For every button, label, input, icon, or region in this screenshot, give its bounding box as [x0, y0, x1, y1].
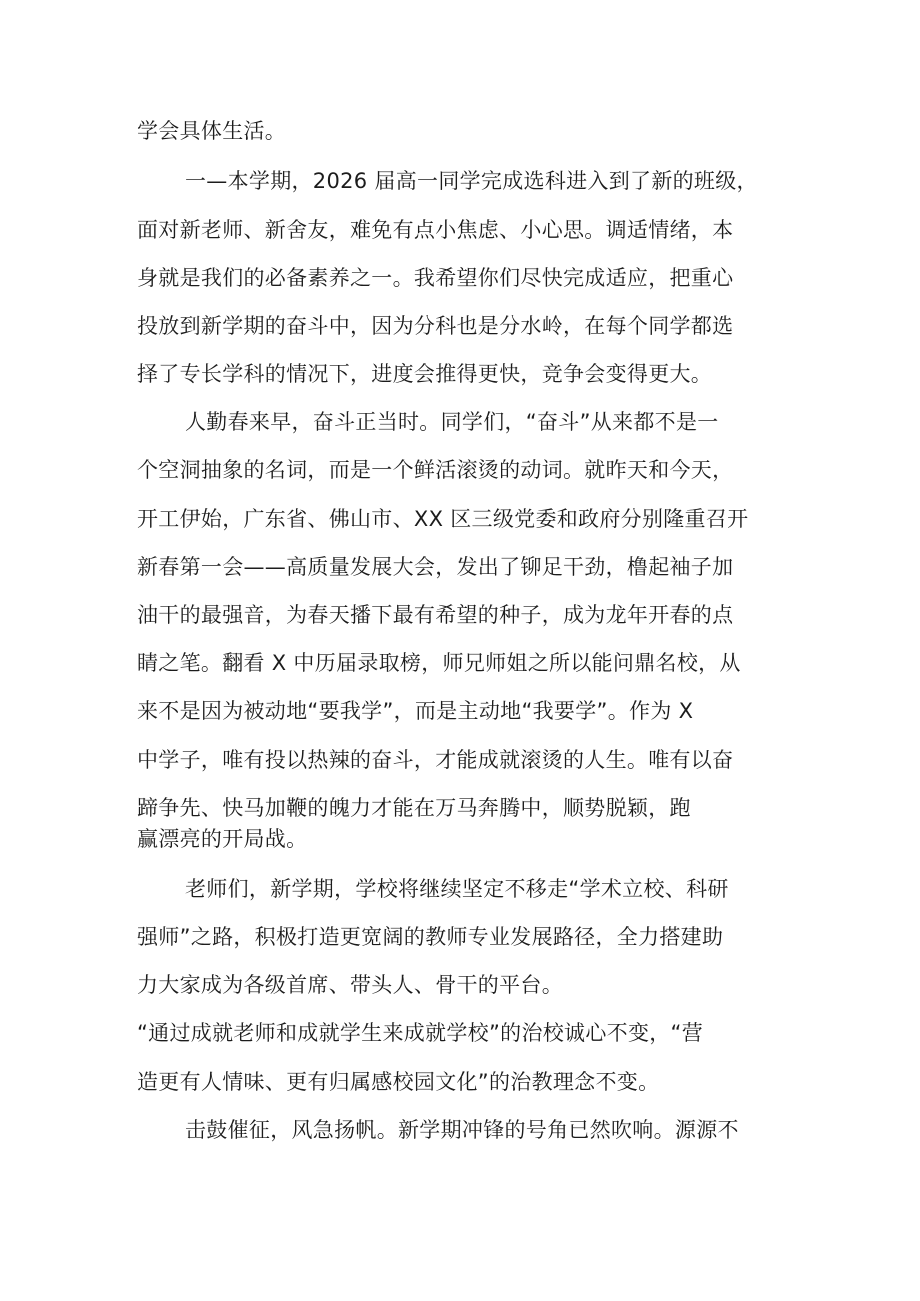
- text-line-22: 击鼓催征，风急扬帆。新学期冲锋的号角已然吹响。源源不: [185, 1118, 739, 1142]
- text-line-16: 赢漂亮的开局战。: [137, 827, 308, 851]
- text-line-17: 老师们，新学期，学校将继续坚定不移走“学术立校、科研: [185, 877, 729, 901]
- text-line-10: 新春第一会——高质量发展大会，发出了铆足干劲，橹起袖子加: [137, 555, 734, 579]
- text-line-2: 一—本学期，2026 届高一同学完成选科进入到了新的班级，: [185, 169, 758, 193]
- text-line-15: 蹄争先、快马加鞭的魄力才能在万马奔腾中，顺势脱颖，跑: [137, 796, 691, 820]
- text-line-6: 择了专长学科的情况下，进度会推得更快，竞争会变得更大。: [137, 362, 713, 386]
- text-line-12: 睛之笔。翻看 X 中历届录取榜，师兄师姐之所以能问鼎名校，从: [137, 651, 741, 675]
- text-line-7: 人勤春来早，奋斗正当时。同学们，“奋斗”从来都不是一: [185, 410, 719, 434]
- text-line-21: 造更有人情味、更有归属感校园文化”的治教理念不变。: [137, 1070, 660, 1094]
- text-line-1: 学会具体生活。: [137, 119, 287, 143]
- text-line-13: 来不是因为被动地“要我学”，而是主动地“我要学”。作为 X: [137, 699, 694, 723]
- text-line-3: 面对新老师、新舍友，难免有点小焦虑、小心思。调适情绪，本: [137, 218, 734, 242]
- text-line-20: “通过成就老师和成就学生来成就学校”的治校诚心不变，“营: [137, 1021, 704, 1045]
- text-line-14: 中学子，唯有投以热辣的奋斗，才能成就滚烫的人生。唯有以奋: [137, 748, 734, 772]
- text-line-8: 个空洞抽象的名词，而是一个鲜活滚烫的动词。就昨天和今天，: [137, 458, 734, 482]
- text-line-19: 力大家成为各级首席、带头人、骨干的平台。: [137, 973, 563, 997]
- text-line-18: 强师”之路，积极打造更宽阔的教师专业发展路径，全力搭建助: [137, 925, 724, 949]
- text-line-9: 开工伊始，广东省、佛山市、XX 区三级党委和政府分别隆重召开: [137, 507, 749, 531]
- text-line-5: 投放到新学期的奋斗中，因为分科也是分水岭，在每个同学都选: [137, 314, 734, 338]
- text-line-11: 油干的最强音，为春天播下最有希望的种子，成为龙年开春的点: [137, 603, 734, 627]
- text-line-4: 身就是我们的必备素养之一。我希望你们尽快完成适应，把重心: [137, 266, 734, 290]
